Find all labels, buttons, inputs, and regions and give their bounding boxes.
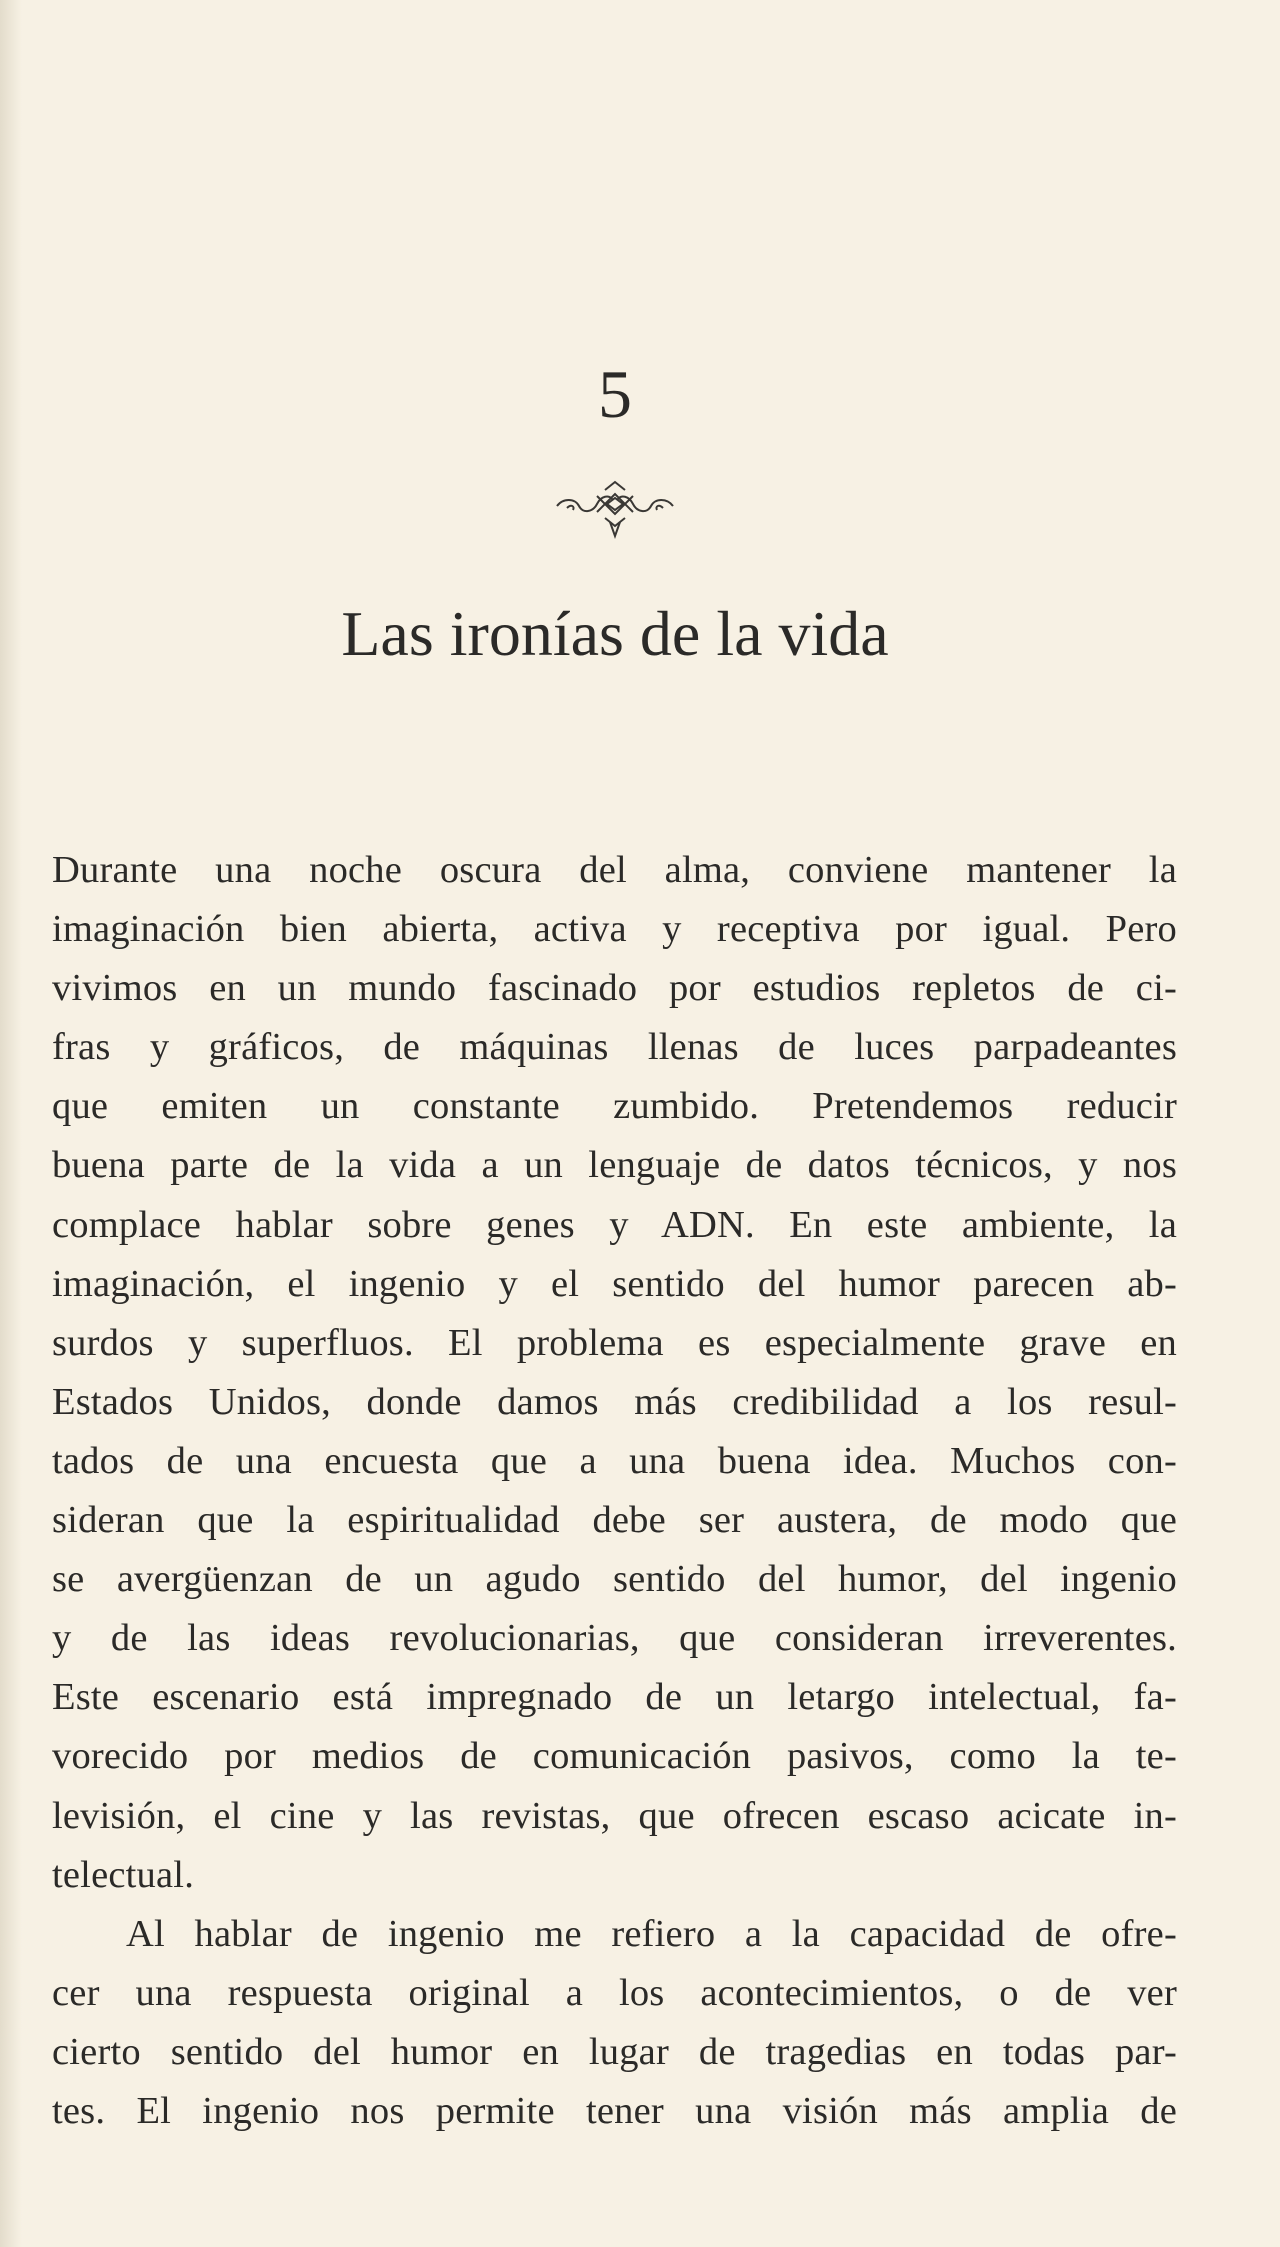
text-line: imaginación bien abierta, activa y receptiva por igual. Pero: [52, 908, 1177, 951]
fleuron-ornament-icon: [553, 478, 677, 540]
text-line: fras y gráficos, de máquinas llenas de luces parpadeantes: [52, 1026, 1177, 1069]
text-line: Estados Unidos, donde damos más credibilidad a los resul-: [52, 1380, 1177, 1423]
text-line: y de las ideas revolucionarias, que consideran irreverentes.: [52, 1617, 1177, 1660]
text-line: se avergüenzan de un agudo sentido del humor, del ingenio: [52, 1558, 1177, 1601]
text-line: sideran que la espiritualidad debe ser austera, de modo que: [52, 1499, 1177, 1542]
text-line: cierto sentido del humor en lugar de tragedias en todas par-: [52, 2030, 1177, 2073]
text-line: que emiten un constante zumbido. Pretendemos reducir: [52, 1085, 1177, 1128]
text-line: tes. El ingenio nos permite tener una visión más amplia de: [52, 2089, 1177, 2132]
chapter-title: Las ironías de la vida: [341, 598, 889, 669]
page-gutter-shadow: [0, 0, 22, 2247]
text-line: tados de una encuesta que a una buena idea. Muchos con-: [52, 1439, 1177, 1482]
text-line: vorecido por medios de comunicación pasivos, como la te-: [52, 1735, 1177, 1778]
text-line: buena parte de la vida a un lenguaje de datos técnicos, y nos: [52, 1144, 1177, 1187]
text-line: complace hablar sobre genes y ADN. En este ambiente, la: [52, 1203, 1177, 1246]
text-line: Al hablar de ingenio me refiero a la capacidad de ofre-: [126, 1912, 1177, 1955]
text-line: surdos y superfluos. El problema es especialmente grave en: [52, 1321, 1177, 1364]
text-line: imaginación, el ingenio y el sentido del humor parecen ab-: [52, 1262, 1177, 1305]
text-line: telectual.: [52, 1853, 195, 1896]
paragraph: [52, 1905, 1177, 2141]
body-text: [52, 841, 1177, 2141]
chapter-number: 5: [598, 356, 632, 432]
paragraph: [52, 841, 1177, 1905]
text-line: Este escenario está impregnado de un letargo intelectual, fa-: [52, 1676, 1177, 1719]
text-line: levisión, el cine y las revistas, que ofrecen escaso acicate in-: [52, 1794, 1177, 1837]
text-line: vivimos en un mundo fascinado por estudios repletos de ci-: [52, 967, 1177, 1010]
text-line: Durante una noche oscura del alma, conviene mantener la: [52, 849, 1177, 891]
text-line: cer una respuesta original a los acontecimientos, o de ver: [52, 1971, 1177, 2014]
